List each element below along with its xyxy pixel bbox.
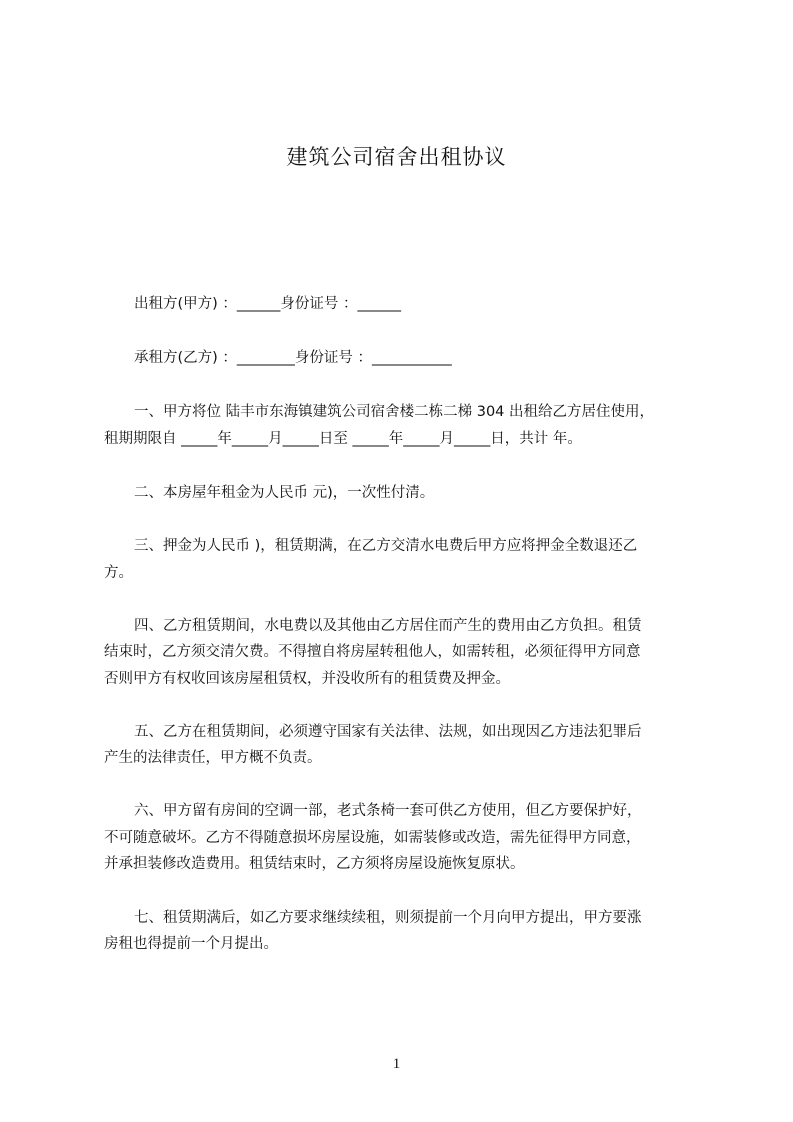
party-b-line: 承租方(乙方) ：________身份证号 ：___________	[134, 350, 452, 366]
clause-7-line-2: 房租也得提前一个月提出。	[104, 936, 278, 952]
page-number: 1	[392, 1056, 401, 1072]
clause-5-line-1: 五、乙方在租赁期间，必须遵守国家有关法律、法规，如出现因乙方违法犯罪后	[134, 724, 642, 740]
clause-4-line-1: 四、乙方租赁期间，水电费以及其他由乙方居住而产生的费用由乙方负担。租赁	[134, 618, 642, 634]
clause-1-line-2: 租期期限自 _____年_____月_____日至 _____年_____月_____日，共计 年。	[104, 431, 582, 447]
clause-7-line-1: 七、租赁期满后，如乙方要求继续续租，则须提前一个月向甲方提出，甲方要涨	[134, 910, 642, 926]
clause-6-line-2: 不可随意破坏。乙方不得随意损坏房屋设施，如需装修或改造，需先征得甲方同意，	[104, 830, 641, 846]
clause-4-line-2: 结束时，乙方须交清欠费。不得擅自将房屋转租他人，如需转租，必须征得甲方同意	[104, 644, 641, 660]
clause-4-line-3: 否则甲方有权收回该房屋租赁权，并没收所有的租赁费及押金。	[104, 671, 510, 687]
party-a-line: 出租方(甲方) ：______身份证号 ：______	[134, 296, 402, 312]
clause-6-line-3: 并承担装修改造费用。租赁结束时，乙方须将房屋设施恢复原状。	[104, 856, 525, 872]
clause-1-line-1: 一、甲方将位 陆丰市东海镇建筑公司宿舍楼二栋二梯 304 出租给乙方居住使用，	[134, 404, 655, 420]
clause-3-line-1: 三、押金为人民币 )，租赁期满，在乙方交清水电费后甲方应将押金全数退还乙	[134, 538, 638, 554]
clause-2-line-1: 二、本房屋年租金为人民币 元)，一次性付清。	[134, 485, 435, 501]
clause-3-line-2: 方。	[104, 565, 133, 581]
clause-6-line-1: 六、甲方留有房间的空调一部，老式条椅一套可供乙方使用，但乙方要保护好，	[134, 803, 642, 819]
clause-5-line-2: 产生的法律责任，甲方概不负责。	[104, 750, 322, 766]
page-title: 建筑公司宿舍出租协议	[286, 145, 507, 169]
